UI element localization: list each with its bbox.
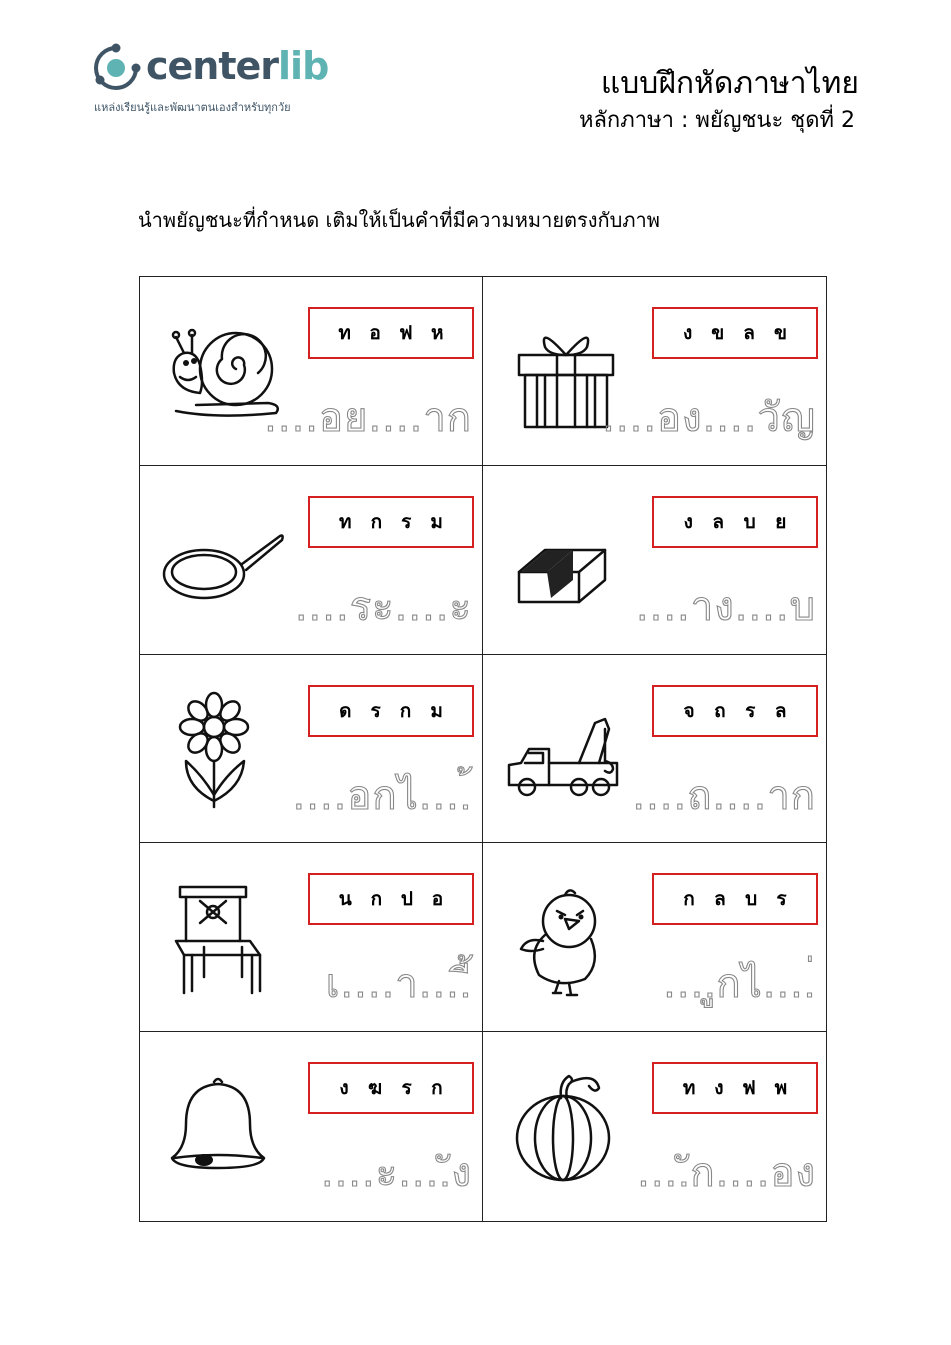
letter-choice: บ (745, 888, 758, 911)
letter-choice: ก (431, 1077, 443, 1100)
chick-icon (499, 879, 629, 999)
letter-choice: ล (714, 888, 726, 911)
letter-choice: ย (775, 510, 787, 533)
tracing-word[interactable]: ....ถ....าก (632, 772, 816, 819)
letter-choice: ห (431, 322, 444, 344)
exercise-cell (140, 655, 483, 844)
tracing-word[interactable]: ....ะ....ัง (320, 1150, 472, 1197)
letter-choice: ง (714, 1077, 724, 1100)
exercise-cell (483, 655, 826, 844)
frying-pan-icon (156, 502, 286, 622)
letter-choice-box (308, 496, 474, 548)
letter-choice: ร (776, 888, 787, 911)
tow-truck-icon (499, 691, 629, 811)
letter-choice: ท (339, 510, 352, 533)
tracing-word[interactable]: ....อย....าก (264, 395, 472, 441)
letter-choice-box (308, 307, 474, 359)
page-title: แบบฝึกหัดภาษาไทย (600, 66, 859, 101)
letter-choice: ข (711, 322, 725, 344)
letter-choice: ง (339, 1077, 349, 1100)
letter-choice-box (652, 873, 818, 925)
letter-choice: ม (430, 699, 443, 722)
tracing-word[interactable]: ....ระ....ะ (294, 583, 472, 630)
logo-tagline: แหล่งเรียนรู้และพัฒนาตนเองสำหรับทุกวัย (94, 101, 291, 114)
eraser-icon (499, 502, 629, 622)
letter-choice: ร (401, 510, 412, 533)
letter-choice: ท (338, 322, 351, 344)
centerlib-logo (92, 40, 352, 120)
letter-choice: บ (743, 510, 756, 533)
letter-choice: ง (683, 510, 693, 533)
letter-choice-box (652, 685, 818, 737)
letter-choice: ม (430, 510, 443, 533)
letter-choice: ล (774, 699, 787, 722)
letter-choice: ง (683, 322, 693, 344)
logo-wordmark: centerlib (146, 44, 329, 88)
letter-choice: ร (401, 1077, 412, 1100)
letter-choice: ฟ (742, 1077, 756, 1100)
exercise-cell (140, 1032, 483, 1221)
tracing-word[interactable]: เ....า....ี้ (325, 961, 472, 1008)
logo-mark-icon (92, 42, 142, 92)
letter-choice: ท (682, 1077, 696, 1100)
letter-choice-box (652, 496, 818, 548)
letter-choice-box (308, 1062, 474, 1114)
letter-choice-box (308, 873, 474, 925)
exercise-cell (483, 843, 826, 1032)
exercise-cell (483, 466, 826, 655)
flower-icon (156, 691, 286, 811)
tracing-word[interactable]: ....ูกไ....่ (663, 961, 816, 1008)
exercise-cell (140, 843, 483, 1032)
letter-choice-box (308, 685, 474, 737)
exercise-cell (140, 277, 483, 466)
letter-choice: ป (400, 888, 413, 911)
letter-choice: อ (431, 888, 444, 911)
exercise-cell (483, 1032, 826, 1221)
letter-choice: จ (683, 699, 695, 722)
tracing-word[interactable]: ....าง....บ (635, 583, 816, 630)
letter-choice: ฆ (368, 1077, 383, 1100)
letter-choice: พ (774, 1077, 788, 1100)
letter-choice: ร (745, 699, 756, 722)
letter-choice: ด (339, 699, 352, 722)
letter-choice-box (652, 307, 818, 359)
letter-choice: อ (369, 322, 381, 344)
page-subtitle: หลักภาษา : พยัญชนะ ชุดที่ 2 (578, 108, 855, 133)
letter-choice: ก (683, 888, 695, 911)
letter-choice: ฟ (399, 322, 413, 344)
exercise-cell (140, 466, 483, 655)
pumpkin-icon (499, 1068, 629, 1188)
exercise-grid (139, 276, 827, 1222)
letter-choice: ข (773, 322, 787, 344)
exercise-cell (483, 277, 826, 466)
letter-choice: ก (370, 888, 383, 911)
tracing-word[interactable]: ....อง....วัญ (602, 395, 816, 441)
bell-icon (156, 1068, 286, 1188)
letter-choice: ถ (714, 699, 726, 722)
letter-choice: ล (712, 510, 725, 533)
letter-choice: ก (370, 510, 383, 533)
chair-icon (156, 879, 286, 999)
letter-choice: ล (743, 322, 755, 344)
tracing-word[interactable]: ....ัก....อง (637, 1150, 816, 1197)
tracing-word[interactable]: ....อกไ....้ (292, 772, 472, 819)
instruction-text: นำพยัญชนะที่กำหนด เติมให้เป็นคำที่มีความหมายตรงกับภาพ (138, 208, 660, 232)
letter-choice: ก (399, 699, 412, 722)
letter-choice: น (338, 888, 352, 911)
letter-choice: ร (370, 699, 381, 722)
letter-choice-box (652, 1062, 818, 1114)
